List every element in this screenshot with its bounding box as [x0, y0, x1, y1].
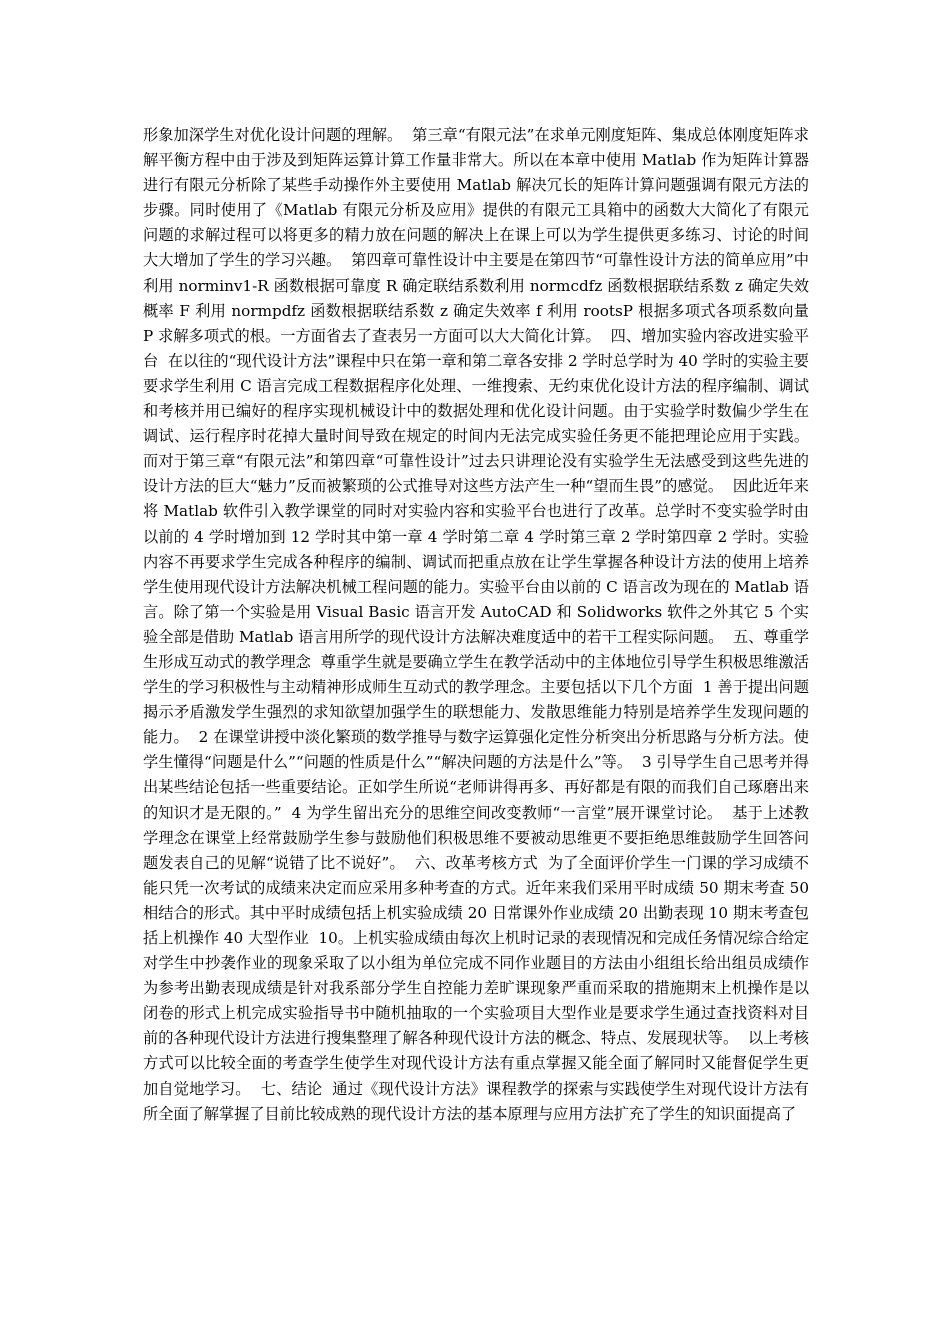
- body-paragraph: 形象加深学生对优化设计问题的理解。 第三章“有限元法”在求单元刚度矩阵、集成总体刚度矩阵求解平衡方程中由于涉及到矩阵运算计算工作量非常大。所以在本章中使用 Matlab 作为矩阵计算器进行有限元分析除了某些手动操作外主要使用 Matlab 解决冗长的矩阵计算问题强调有限元方法的步骤。同时使用了《Matlab 有限元分析及应用》提供的有限元工具箱中的函数大大简化了有限元问题的求解过程可以将更多的精力放在问题的解决上在课上可以为学生提供更多练习、讨论的时间大大增加了学生的学习兴趣。 第四章可靠性设计中主要是在第四节“可靠性设计方法的简单应用”中利用 norminv1-R 函数根据可靠度 R 确定联结系数利用 normcdfz 函数根据联结系数 z 确定失效概率 F 利用 normpdfz 函数根据联结系数 z 确定失效率 f 利用 rootsP 根据多项式各项系数向量 P 求解多项式的根。一方面省去了查表另一方面可以大大简化计算。 四、增加实验内容改进实验平台 在以往的“现代设计方法”课程中只在第一章和第二章各安排 2 学时总学时为 40 学时的实验主要要求学生利用 C 语言完成工程数据程序化处理、一维搜索、无约束优化设计方法的程序编制、调试和考核并用已编好的程序实现机械设计中的数据处理和优化设计问题。由于实验学时数偏少学生在调试、运行程序时花掉大量时间导致在规定的时间内无法完成实验任务更不能把理论应用于实践。而对于第三章“有限元法”和第四章“可靠性设计”过去只讲理论没有实验学生无法感受到这些先进的设计方法的巨大“魅力”反而被繁琐的公式推导对这些方法产生一种“望而生畏”的感觉。 因此近年来将 Matlab 软件引入教学课堂的同时对实验内容和实验平台也进行了改革。总学时不变实验学时由以前的 4 学时增加到 12 学时其中第一章 4 学时第二章 4 学时第三章 2 学时第四章 2 学时。实验内容不再要求学生完成各种程序的编制、调试而把重点放在让学生掌握各种设计方法的使用上培养学生使用现代设计方法解决机械工程问题的能力。实验平台由以前的 C 语言改为现在的 Matlab 语言。除了第一个实验是用 Visual Basic 语言开发 AutoCAD 和 Solidworks 软件之外其它 5 个实验全部是借助 Matlab 语言用所学的现代设计方法解决难度适中的若干工程实际问题。 五、尊重学生形成互动式的教学理念 尊重学生就是要确立学生在教学活动中的主体地位引导学生积极思维激活学生的学习积极性与主动精神形成师生互动式的教学理念。主要包括以下几个方面 1 善于提出问题揭示矛盾激发学生强烈的求知欲望加强学生的联想能力、发散思维能力特别是培养学生发现问题的能力。 2 在课堂讲授中淡化繁琐的数学推导与数字运算强化定性分析突出分析思路与分析方法。使学生懂得“问题是什么”“问题的性质是什么”“解决问题的方法是什么”等。 3 引导学生自己思考并得出某些结论包括一些重要结论。正如学生所说“老师讲得再多、再好都是有限的而我们自己琢磨出来的知识才是无限的。” 4 为学生留出充分的思维空间改变教师“一言堂”展开课堂讨论。 基于上述教学理念在课堂上经常鼓励学生参与鼓励他们积极思维不要被动思维更不要拒绝思维鼓励学生回答问题发表自己的见解“说错了比不说好”。 六、改革考核方式 为了全面评价学生一门课的学习成绩不能只凭一次考试的成绩来决定而应采用多种考查的方式。近年来我们采用平时成绩 50 期末考查 50 相结合的形式。其中平时成绩包括上机实验成绩 20 日常课外作业成绩 20 出勤表现 10 期末考查包括上机操作 40 大型作业 10。上机实验成绩由每次上机时记录的表现情况和完成任务情况综合给定对学生中抄袭作业的现象采取了以小组为单位完成不同作业题目的方法由小组组长给出组员成绩作为参考出勤表现成绩是针对我系部分学生自控能力差旷课现象严重而采取的措施期末上机操作是以闭卷的形式上机完成实验指导书中随机抽取的一个实验项目大型作业是要求学生通过查找资料对目前的各种现代设计方法进行搜集整理了解各种现代设计方法的概念、特点、发展现状等。 以上考核方式可以比较全面的考查学生使学生对现代设计方法有重点掌握又能全面了解同时又能督促学生更加自觉地学习。 七、结论 通过《现代设计方法》课程教学的探索与实践使学生对现代设计方法有所全面了解掌握了目前比较成熟的现代设计方法的基本原理与应用方法扩充了学生的知识面提高了: [143, 126, 814, 1123]
